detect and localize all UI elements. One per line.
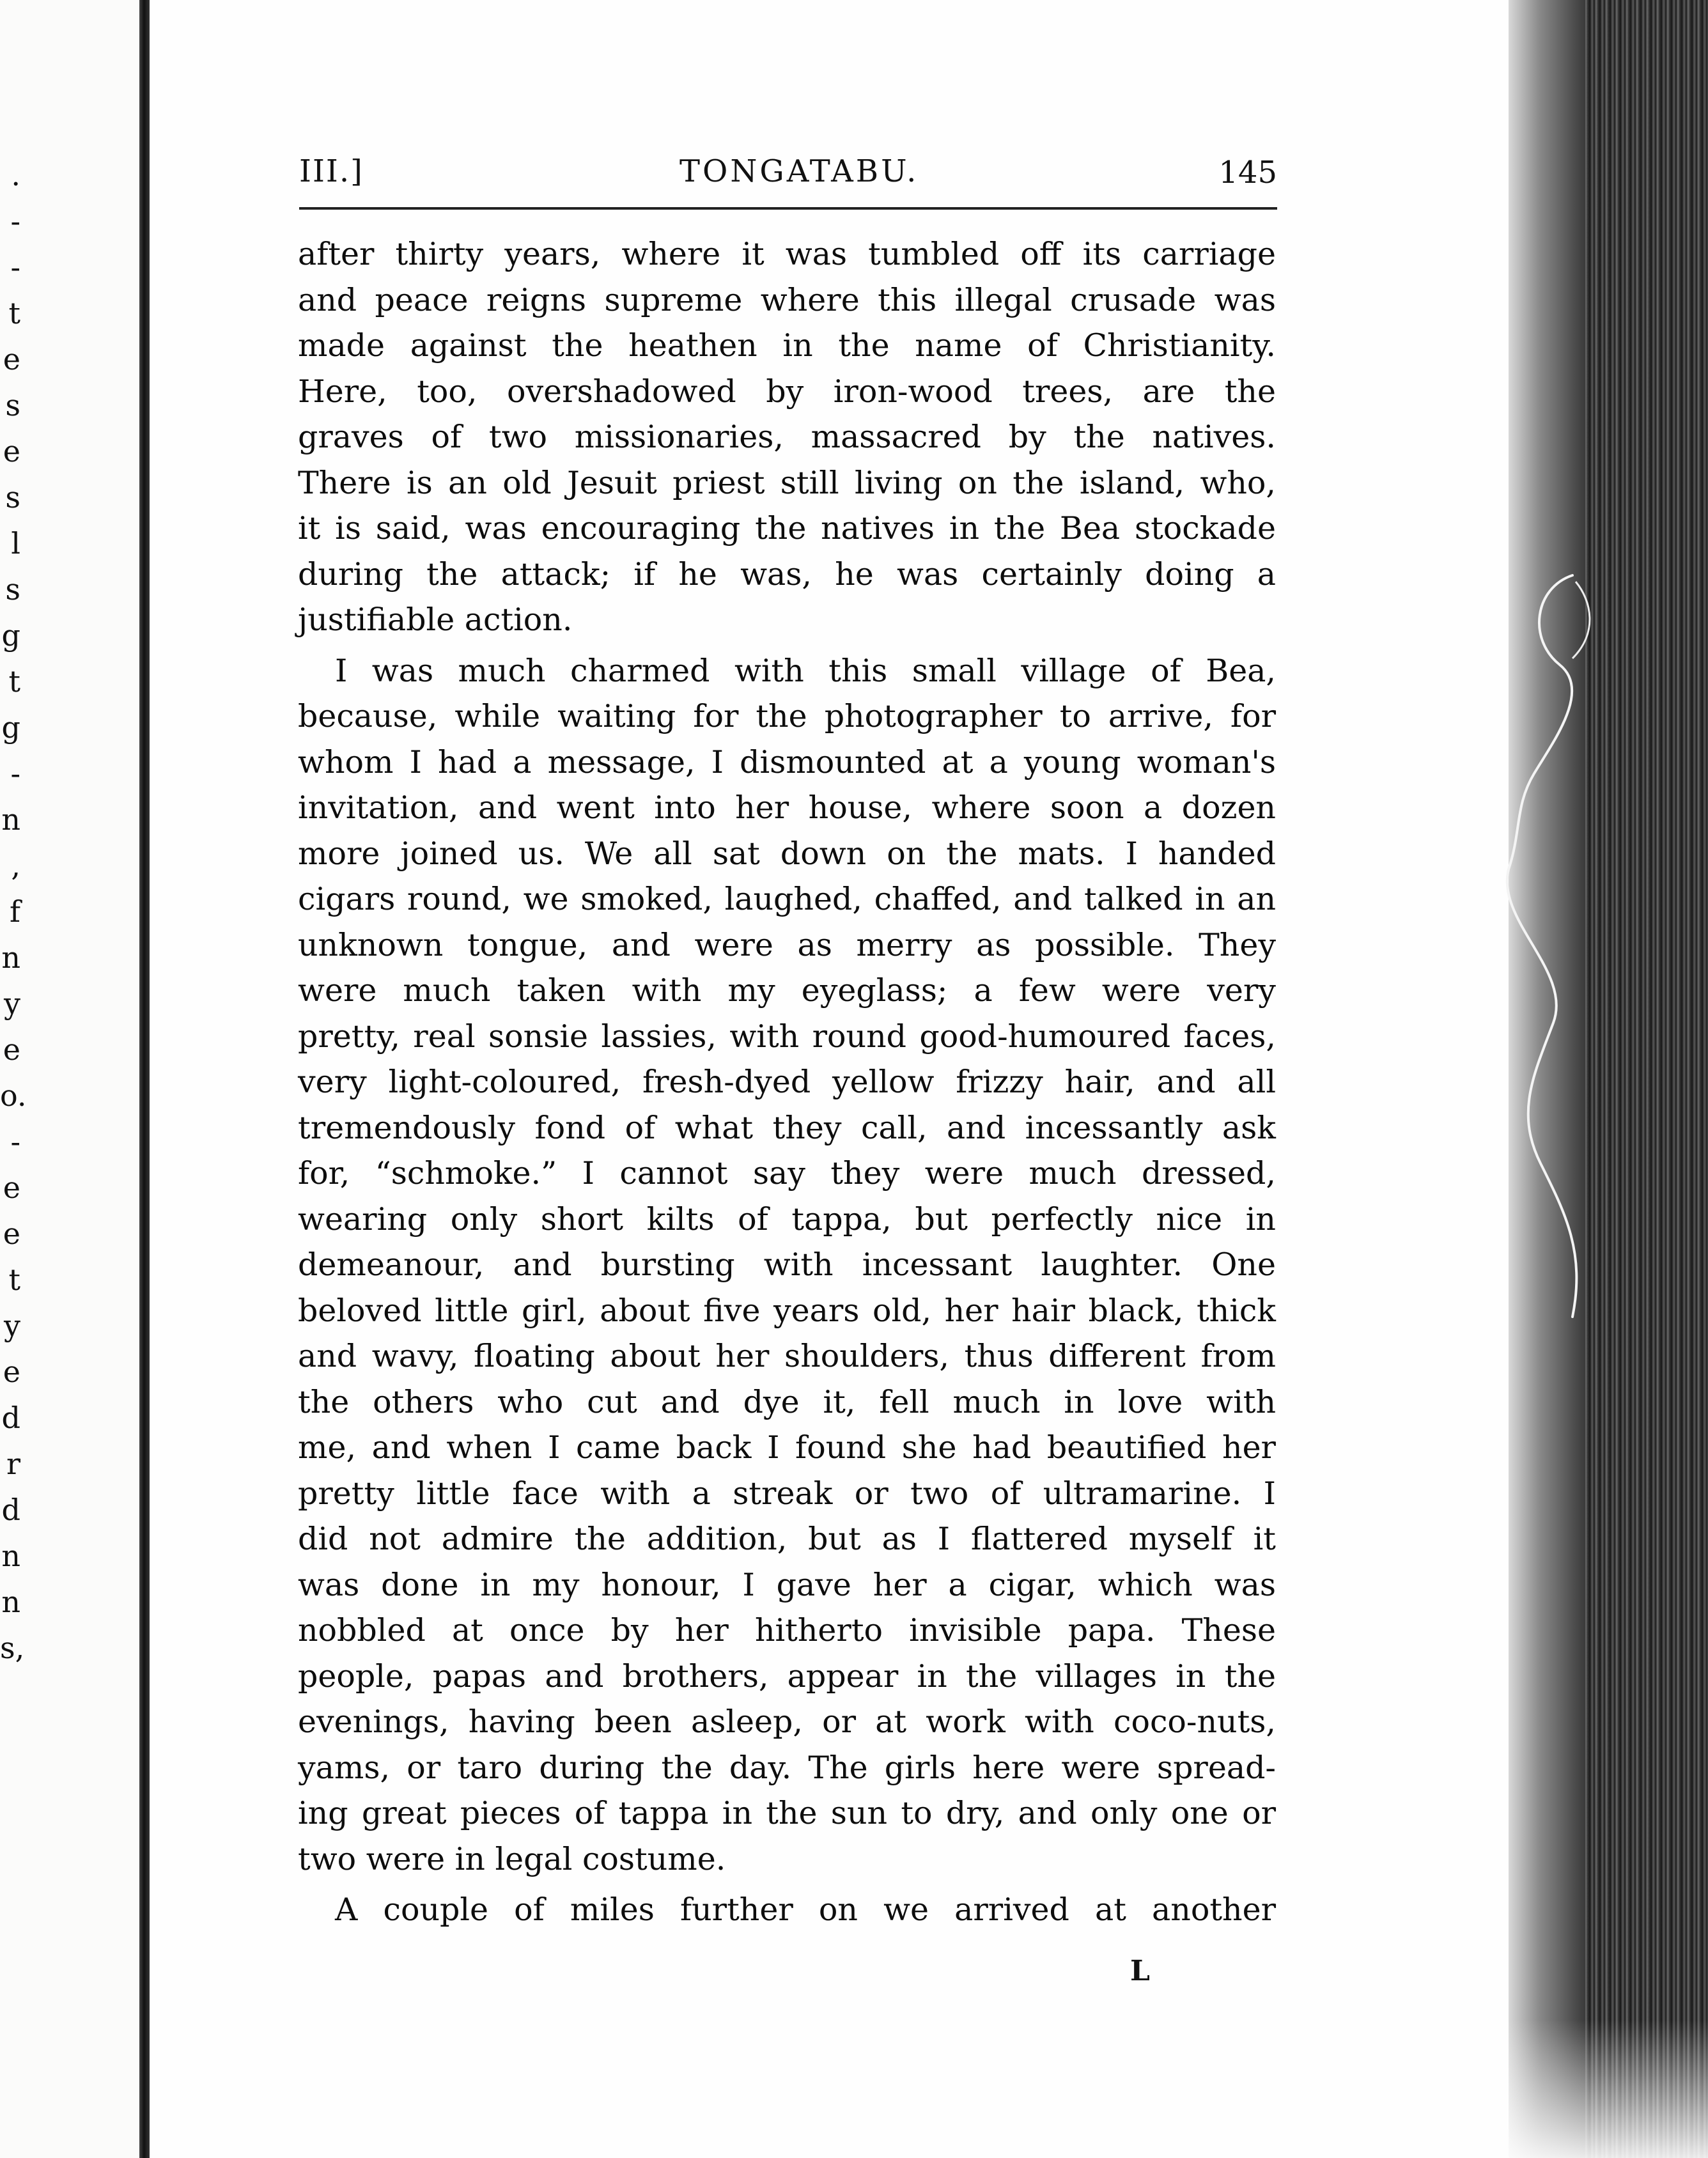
left-page-letter: o.: [0, 1078, 27, 1113]
section-reference: III.]: [299, 153, 364, 189]
left-page-cut-off-text: [0, 152, 27, 1671]
left-page-letter: s: [5, 388, 20, 423]
text-line: graves of two missionaries, massacred by the natives.: [298, 419, 1276, 455]
left-page-letter: ,: [11, 848, 20, 883]
left-page-letter: l: [11, 526, 20, 561]
paragraph: [298, 648, 1276, 1882]
paragraph: [298, 1887, 1276, 1933]
text-line: unknown tongue, and were as merry as possible. They: [298, 926, 1276, 963]
text-line: made against the heathen in the name of Christianity.: [298, 327, 1276, 364]
left-page-letter: y: [4, 1308, 20, 1343]
paragraph: [298, 231, 1276, 643]
text-line: beloved little girl, about five years old, her hair black, thick: [298, 1292, 1276, 1329]
left-page-letter: n: [1, 1539, 20, 1573]
text-line: Here, too, overshadowed by iron-wood trees, are the: [298, 373, 1276, 410]
left-page-letter: s,: [0, 1631, 25, 1665]
header-rule: [299, 207, 1277, 210]
text-line: tremendously fond of what they call, and incessantly ask: [298, 1109, 1276, 1146]
running-head: [299, 153, 1277, 198]
left-page-letter: e: [3, 1170, 20, 1205]
left-page-letter: y: [4, 986, 20, 1021]
left-page-letter: -: [10, 1124, 20, 1159]
text-line: ing great pieces of tappa in the sun to dry, and only one or: [298, 1795, 1276, 1831]
left-page-letter: s: [5, 572, 20, 607]
left-page-letter: e: [3, 434, 20, 469]
paragraph-gap: [298, 1882, 1276, 1887]
text-line: There is an old Jesuit priest still living on the island, who,: [298, 464, 1276, 501]
text-line: after thirty years, where it was tumbled off its carriage: [298, 236, 1276, 272]
left-page-letter: e: [3, 1355, 20, 1389]
text-line: did not admire the addition, but as I flattered myself it: [298, 1521, 1276, 1557]
text-line: it is said, was encouraging the natives in the Bea stockade: [298, 510, 1276, 547]
left-page-letter: g: [1, 710, 20, 745]
left-page-letter: r: [6, 1447, 20, 1481]
left-page-letter: f: [9, 894, 20, 929]
text-line: wearing only short kilts of tappa, but perfectly nice in: [298, 1200, 1276, 1238]
text-line: more joined us. We all sat down on the mats. I handed: [298, 835, 1276, 872]
left-page-letter: n: [1, 940, 20, 975]
left-page-letter: -: [10, 250, 20, 284]
chapter-title: TONGATABU.: [679, 153, 919, 189]
left-page-letter: .: [11, 158, 20, 192]
left-page-letter: -: [10, 204, 20, 238]
left-page-letter: d: [1, 1401, 20, 1435]
left-page-letter: s: [5, 480, 20, 515]
left-page-letter: n: [1, 802, 20, 837]
paragraph-gap: [298, 643, 1276, 648]
text-line: because, while waiting for the photographer to arrive, for: [298, 698, 1276, 734]
text-line: two were in legal costume.: [298, 1840, 726, 1877]
text-line: invitation, and went into her house, where soon a dozen: [298, 789, 1276, 826]
text-line: during the attack; if he was, he was certainly doing a: [298, 555, 1276, 593]
text-line: I was much charmed with this small village of Bea,: [335, 652, 1276, 689]
left-page-letter: e: [3, 1216, 20, 1251]
left-page-letter: e: [3, 342, 20, 376]
text-line: and wavy, floating about her shoulders, thus different from: [298, 1338, 1276, 1374]
left-page-fragment: [0, 0, 139, 2158]
text-line: pretty, real sonsie lassies, with round good-humoured faces,: [298, 1018, 1276, 1055]
text-line: demeanour, and bursting with incessant laughter. One: [298, 1246, 1276, 1283]
text-line: were much taken with my eyeglass; a few were very: [298, 972, 1276, 1009]
text-line: yams, or taro during the day. The girls here were spread-: [298, 1749, 1276, 1786]
left-page-letter: t: [8, 296, 20, 330]
page-number: 145: [1218, 155, 1277, 190]
text-line: pretty little face with a streak or two of ultramarine. I: [298, 1475, 1276, 1512]
text-line: A couple of miles further on we arrived at another: [335, 1891, 1276, 1928]
loose-thread-mark: [1496, 563, 1611, 1330]
text-line: was done in my honour, I gave her a cigar, which was: [298, 1566, 1276, 1603]
left-page-letter: t: [8, 1262, 20, 1297]
left-page-letter: n: [1, 1585, 20, 1619]
signature-mark: L: [1130, 1955, 1150, 1987]
text-line: very light-coloured, fresh-dyed yellow frizzy hair, and all: [298, 1064, 1276, 1100]
text-line: whom I had a message, I dismounted at a young woman's: [298, 743, 1276, 780]
text-line: justifiable action.: [298, 602, 573, 638]
text-line: cigars round, we smoked, laughed, chaffed, and talked in an: [298, 881, 1276, 917]
left-page-letter: d: [1, 1493, 20, 1527]
text-line: me, and when I came back I found she had beautified her: [298, 1429, 1276, 1466]
left-page-letter: t: [8, 664, 20, 699]
text-line: and peace reigns supreme where this illegal crusade was: [298, 281, 1276, 318]
text-line: evenings, having been asleep, or at work with coco-nuts,: [298, 1704, 1276, 1740]
left-page-letter: -: [10, 756, 20, 791]
left-page-letter: g: [1, 618, 20, 653]
text-line: for, “schmoke.” I cannot say they were much dressed,: [298, 1155, 1276, 1192]
text-line: nobbled at once by her hitherto invisible papa. These: [298, 1612, 1276, 1649]
text-line: people, papas and brothers, appear in the villages in the: [298, 1657, 1276, 1695]
left-page-letter: e: [3, 1032, 20, 1067]
text-line: the others who cut and dye it, fell much in love with: [298, 1383, 1276, 1420]
body-text: [298, 231, 1276, 1933]
book-gutter: [139, 0, 150, 2158]
